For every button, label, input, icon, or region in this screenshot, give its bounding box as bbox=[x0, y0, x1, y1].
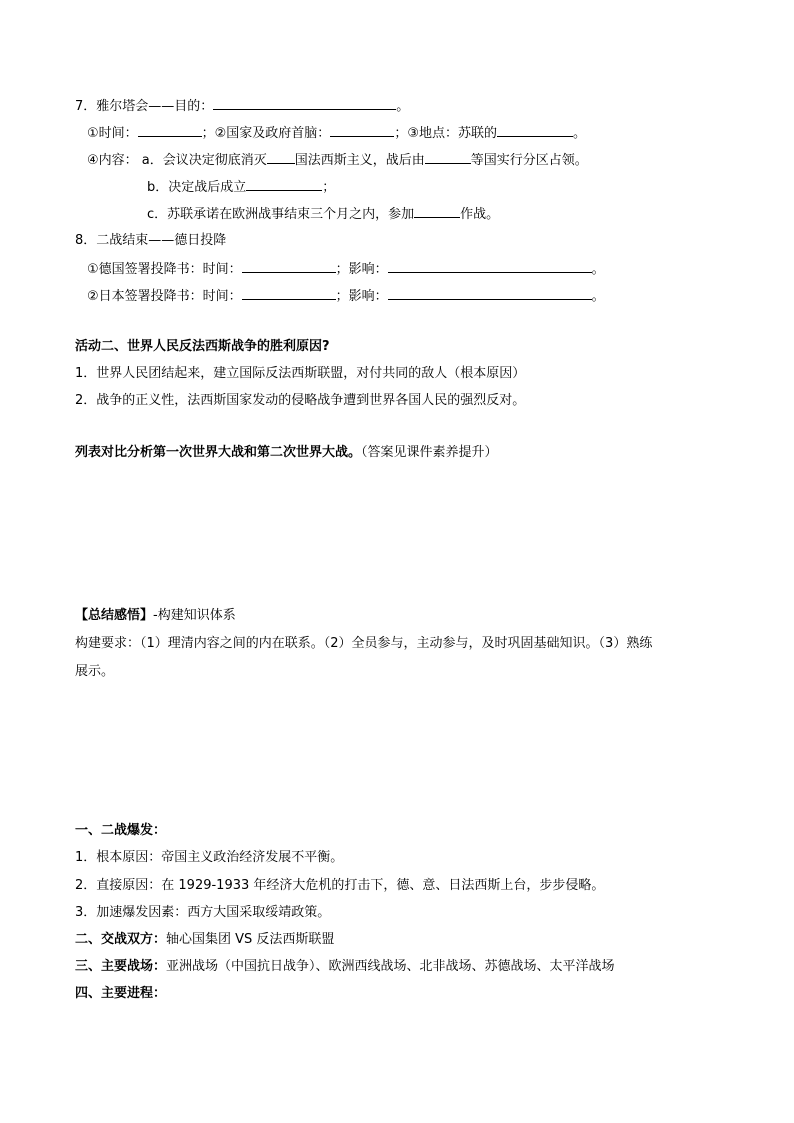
q7-time-blank[interactable] bbox=[138, 122, 202, 137]
q7-line-3: b．决定战后成立 ； bbox=[147, 176, 335, 198]
outline-heading-3: 三、主要战场：亚洲战场（中国抗日战争）、欧洲西线战场、北非战场、苏德战场、太平洋战场 bbox=[75, 959, 615, 974]
summary-heading: 【总结感悟】-构建知识体系 bbox=[75, 608, 236, 623]
q7-organization-blank[interactable] bbox=[246, 176, 322, 191]
summary-requirement-line-1: 构建要求：（1）理清内容之间的内在联系。（2）全员参与，主动参与，及时巩固基础知识。（3）熟练 bbox=[75, 636, 653, 651]
q7-line-2: ④内容： a．会议决定彻底消灭 国法西斯主义，战后由 等国实行分区占领。 bbox=[87, 149, 588, 171]
outline-item-1: 1．根本原因：帝国主义政治经济发展不平衡。 bbox=[75, 850, 344, 865]
outline-item-3: 3．加速爆发因素：西方大国采取绥靖政策。 bbox=[75, 905, 331, 920]
q7-purpose-blank[interactable] bbox=[213, 95, 396, 110]
q8-title: 8．二战结束——德日投降 bbox=[75, 233, 227, 248]
outline-heading-2: 二、交战双方：轴心国集团 VS 反法西斯联盟 bbox=[75, 932, 335, 947]
q8-germany-time-blank[interactable] bbox=[242, 258, 336, 273]
q7-leaders-blank[interactable] bbox=[330, 122, 394, 137]
outline-item-2: 2．直接原因：在 1929-1933 年经济大危机的打击下，德、意、日法西斯上台，步步侵略。 bbox=[75, 878, 605, 893]
q7-country-blank[interactable] bbox=[267, 149, 295, 164]
activity2-point-2: 2．战争的正义性，法西斯国家发动的侵略战争遭到世界各国人民的强烈反对。 bbox=[75, 393, 526, 408]
outline-heading-1: 一、二战爆发： bbox=[75, 823, 167, 838]
q7-line-1: ①时间： ；②国家及政府首脑： ；③地点：苏联的 。 bbox=[87, 122, 586, 144]
compare-task: 列表对比分析第一次世界大战和第二次世界大战。（答案见课件素养提升） bbox=[75, 445, 498, 460]
q7-location-blank[interactable] bbox=[497, 122, 573, 137]
outline-heading-4: 四、主要进程： bbox=[75, 986, 167, 1001]
q7-war-blank[interactable] bbox=[414, 203, 460, 218]
q7-occupy-blank[interactable] bbox=[425, 149, 471, 164]
q8-germany-impact-blank[interactable] bbox=[388, 258, 592, 273]
activity2-point-1: 1．世界人民团结起来，建立国际反法西斯联盟，对付共同的敌人（根本原因） bbox=[75, 366, 526, 381]
q8-japan-line: ②日本签署投降书：时间： ；影响： 。 bbox=[87, 285, 605, 307]
q8-japan-impact-blank[interactable] bbox=[388, 285, 592, 300]
activity2-title: 活动二、世界人民反法西斯战争的胜利原因? bbox=[75, 339, 330, 354]
summary-requirement-line-2: 展示。 bbox=[75, 664, 115, 679]
q8-germany-line: ①德国签署投降书：时间： ；影响： 。 bbox=[87, 258, 605, 280]
q7-title-line: 7．雅尔塔会——目的： 。 bbox=[75, 95, 409, 117]
q8-japan-time-blank[interactable] bbox=[242, 285, 336, 300]
q7-line-4: c．苏联承诺在欧洲战事结束三个月之内，参加 作战。 bbox=[147, 203, 499, 225]
q7-title: 7．雅尔塔会——目的： bbox=[75, 99, 214, 114]
